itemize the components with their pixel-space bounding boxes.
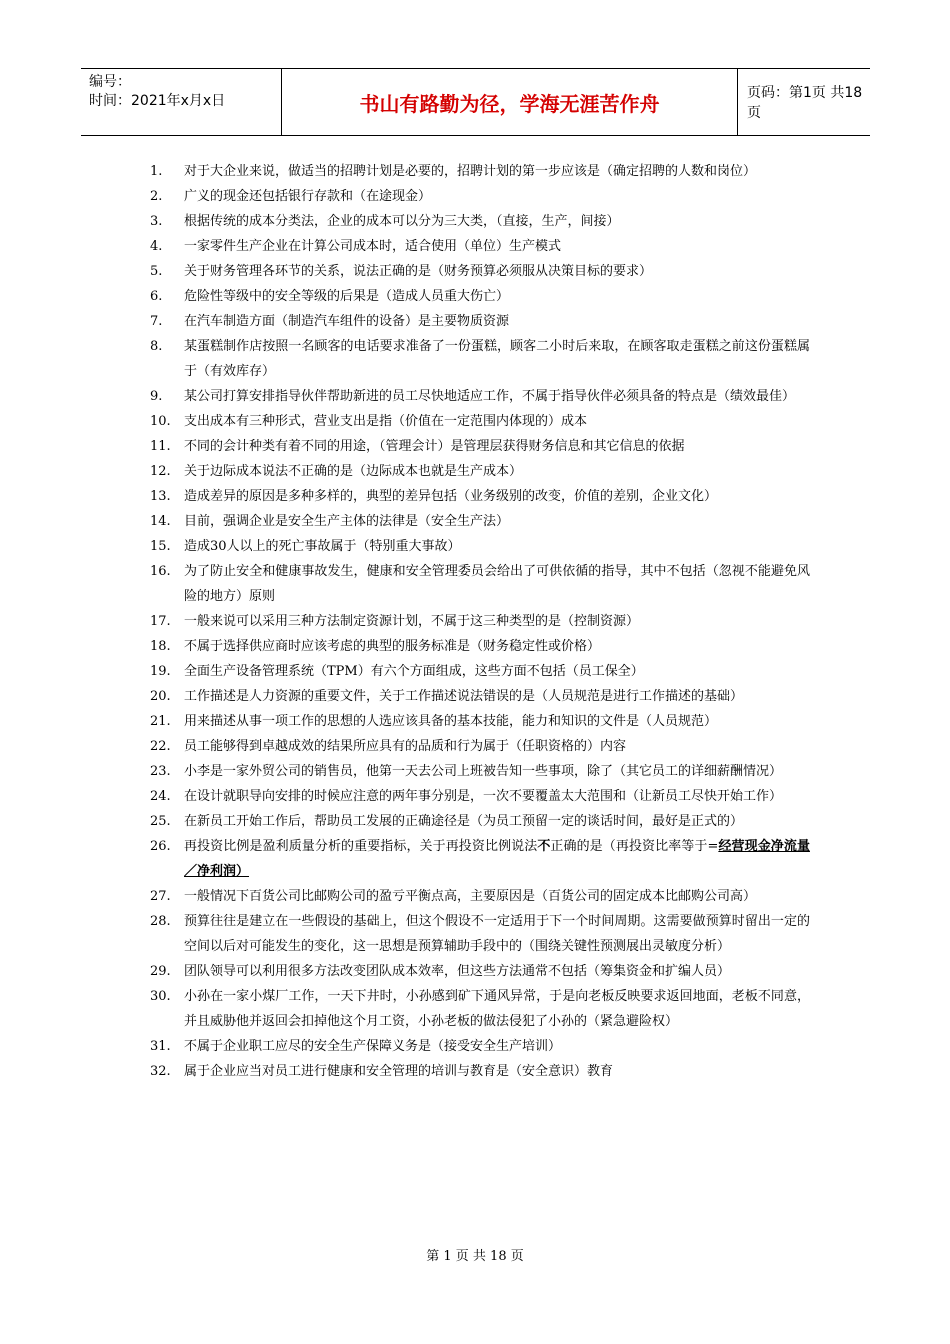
item-number: 20. bbox=[150, 689, 171, 704]
item-text: 团队领导可以利用很多方法改变团队成本效率，但这些方法通常不包括（筹集资金和扩编人员） bbox=[184, 964, 731, 979]
page-footer: 第 1 页 共 18 页 bbox=[426, 1249, 524, 1264]
item-text: 造成差异的原因是多种多样的，典型的差异包括（业务级别的改变，价值的差别，企业文化） bbox=[184, 489, 718, 504]
item-number: 1. bbox=[150, 164, 163, 179]
item-number: 10. bbox=[150, 414, 171, 429]
item-number: 16. bbox=[150, 564, 171, 579]
item-number: 24. bbox=[150, 789, 171, 804]
item-text: 一般来说可以采用三种方法制定资源计划，不属于这三种类型的是（控制资源） bbox=[184, 614, 640, 629]
list-item bbox=[150, 434, 810, 459]
item-text: 某蛋糕制作店按照一名顾客的电话要求准备了一份蛋糕，顾客二小时后来取，在顾客取走蛋糕之前这份蛋糕属于（有效库存） bbox=[184, 339, 810, 379]
item-number: 28. bbox=[150, 914, 171, 929]
list-item bbox=[150, 384, 810, 409]
list-item bbox=[150, 309, 810, 334]
list-item bbox=[150, 759, 810, 784]
list-item bbox=[150, 159, 810, 184]
item-text: 一般情况下百货公司比邮购公司的盈亏平衡点高，主要原因是（百货公司的固定成本比邮购公司高） bbox=[184, 889, 757, 904]
list-item bbox=[150, 809, 810, 834]
list-item bbox=[150, 559, 810, 609]
item-text: 根据传统的成本分类法，企业的成本可以分为三大类，（直接，生产，间接） bbox=[184, 214, 620, 229]
item-text: 不属于企业职工应尽的安全生产保障义务是（接受安全生产培训） bbox=[184, 1039, 562, 1054]
item-text: 关于边际成本说法不正确的是（边际成本也就是生产成本） bbox=[184, 464, 523, 479]
item-number: 2. bbox=[150, 189, 163, 204]
list-item bbox=[150, 459, 810, 484]
item-text: 员工能够得到卓越成效的结果所应具有的品质和行为属于（任职资格的）内容 bbox=[184, 739, 627, 754]
item-number: 4. bbox=[150, 239, 163, 254]
item-number: 5. bbox=[150, 264, 163, 279]
list-item bbox=[150, 984, 810, 1034]
list-item bbox=[150, 684, 810, 709]
item-text: 在汽车制造方面（制造汽车组件的设备）是主要物质资源 bbox=[184, 314, 510, 329]
list-item bbox=[150, 234, 810, 259]
item-text: 用来描述从事一项工作的思想的人选应该具备的基本技能，能力和知识的文件是（人员规范） bbox=[184, 714, 718, 729]
item-text bbox=[184, 834, 810, 884]
item-text: 支出成本有三种形式，营业支出是指（价值在一定范围内体现的）成本 bbox=[184, 414, 588, 429]
item-text: 关于财务管理各环节的关系，说法正确的是（财务预算必须服从决策目标的要求） bbox=[184, 264, 653, 279]
list-item bbox=[150, 1034, 810, 1059]
list-item bbox=[150, 334, 810, 384]
list-item bbox=[150, 659, 810, 684]
item-text-part: 正确的是（再投资比率等于= bbox=[550, 839, 719, 854]
list-item bbox=[150, 209, 810, 234]
item-text: 不属于选择供应商时应该考虑的典型的服务标准是（财务稳定性或价格） bbox=[184, 639, 601, 654]
item-number: 3. bbox=[150, 214, 163, 229]
item-text: 对于大企业来说，做适当的招聘计划是必要的，招聘计划的第一步应该是（确定招聘的人数和岗位） bbox=[184, 164, 757, 179]
item-text: 危险性等级中的安全等级的后果是（造成人员重大伤亡） bbox=[184, 289, 510, 304]
question-list bbox=[150, 159, 810, 1084]
item-number: 8. bbox=[150, 339, 163, 354]
item-text: 造成30人以上的死亡事故属于（特别重大事故） bbox=[184, 539, 461, 554]
item-number: 27. bbox=[150, 889, 171, 904]
time-label: 时间：2021年x月x日 bbox=[89, 93, 226, 109]
list-item bbox=[150, 884, 810, 909]
list-item bbox=[150, 259, 810, 284]
item-number: 21. bbox=[150, 714, 171, 729]
list-item bbox=[150, 609, 810, 634]
item-number: 31. bbox=[150, 1039, 171, 1054]
item-number: 15. bbox=[150, 539, 171, 554]
item-number: 23. bbox=[150, 764, 171, 779]
header-page-info: 页码：第1页 共18页 bbox=[747, 85, 863, 121]
item-text: 在设计就职导向安排的时候应注意的两年事分别是，一次不要覆盖太大范围和（让新员工尽快开始工作） bbox=[184, 789, 783, 804]
item-text: 预算往往是建立在一些假设的基础上，但这个假设不一定适用于下一个时间周期。这需要做预算时留出一定的空间以后对可能发生的变化，这一思想是预算辅助手段中的（围绕关键性预测展出灵敏度分析） bbox=[184, 914, 810, 954]
item-text: 目前，强调企业是安全生产主体的法律是（安全生产法） bbox=[184, 514, 510, 529]
item-number: 25. bbox=[150, 814, 171, 829]
item-number: 18. bbox=[150, 639, 171, 654]
header-motto: 书山有路勤为径，学海无涯苦作舟 bbox=[282, 69, 738, 135]
item-number: 7. bbox=[150, 314, 163, 329]
item-text: 广义的现金还包括银行存款和（在途现金） bbox=[184, 189, 432, 204]
item-text: 在新员工开始工作后，帮助员工发展的正确途径是（为员工预留一定的谈话时间，最好是正式的） bbox=[184, 814, 744, 829]
item-number: 14. bbox=[150, 514, 171, 529]
item-text: 全面生产设备管理系统（TPM）有六个方面组成，这些方面不包括（员工保全） bbox=[184, 664, 644, 679]
item-number: 22. bbox=[150, 739, 171, 754]
item-text: 工作描述是人力资源的重要文件，关于工作描述说法错误的是（人员规范是进行工作描述的基础） bbox=[184, 689, 744, 704]
item-number: 6. bbox=[150, 289, 163, 304]
list-item bbox=[150, 284, 810, 309]
item-number: 13. bbox=[150, 489, 171, 504]
header-meta bbox=[81, 69, 282, 135]
number-label: 编号： bbox=[89, 74, 131, 90]
list-item bbox=[150, 784, 810, 809]
item-number: 11. bbox=[150, 439, 171, 454]
list-item bbox=[150, 1059, 810, 1084]
list-item bbox=[150, 959, 810, 984]
list-item bbox=[150, 484, 810, 509]
item-text: 小孙在一家小煤厂工作，一天下井时，小孙感到矿下通风异常，于是向老板反映要求返回地面，老板不同意，并且威胁他并返回会扣掉他这个月工资，小孙老板的做法侵犯了小孙的（紧急避险权） bbox=[184, 989, 810, 1029]
list-item bbox=[150, 709, 810, 734]
emphasis-text: 不 bbox=[537, 839, 551, 854]
item-number: 12. bbox=[150, 464, 171, 479]
list-item bbox=[150, 409, 810, 434]
underlined-answer: 经营现金净流量／净利润） bbox=[184, 839, 810, 879]
item-number: 17. bbox=[150, 614, 171, 629]
item-text: 小李是一家外贸公司的销售员，他第一天去公司上班被告知一些事项，除了（其它员工的详细薪酬情况） bbox=[184, 764, 783, 779]
item-number: 26. bbox=[150, 839, 171, 854]
list-item bbox=[150, 184, 810, 209]
item-text: 属于企业应当对员工进行健康和安全管理的培训与教育是（安全意识）教育 bbox=[184, 1064, 614, 1079]
item-number: 30. bbox=[150, 989, 171, 1004]
item-text: 为了防止安全和健康事故发生，健康和安全管理委员会给出了可供依循的指导，其中不包括（忽视不能避免风险的地方）原则 bbox=[184, 564, 810, 604]
item-number: 29. bbox=[150, 964, 171, 979]
list-item bbox=[150, 509, 810, 534]
list-item bbox=[150, 734, 810, 759]
list-item bbox=[150, 909, 810, 959]
item-text: 不同的会计种类有着不同的用途，（管理会计）是管理层获得财务信息和其它信息的依据 bbox=[184, 439, 685, 454]
item-number: 32. bbox=[150, 1064, 171, 1079]
item-text-part: 再投资比例是盈利质量分析的重要指标，关于再投资比例说法 bbox=[184, 839, 538, 854]
page-header bbox=[81, 68, 870, 136]
list-item bbox=[150, 534, 810, 559]
item-number: 9. bbox=[150, 389, 163, 404]
list-item bbox=[150, 834, 810, 884]
list-item bbox=[150, 634, 810, 659]
item-text: 一家零件生产企业在计算公司成本时，适合使用（单位）生产模式 bbox=[184, 239, 562, 254]
item-number: 19. bbox=[150, 664, 171, 679]
item-text: 某公司打算安排指导伙伴帮助新进的员工尽快地适应工作，不属于指导伙伴必须具备的特点是（绩效最佳） bbox=[184, 389, 796, 404]
